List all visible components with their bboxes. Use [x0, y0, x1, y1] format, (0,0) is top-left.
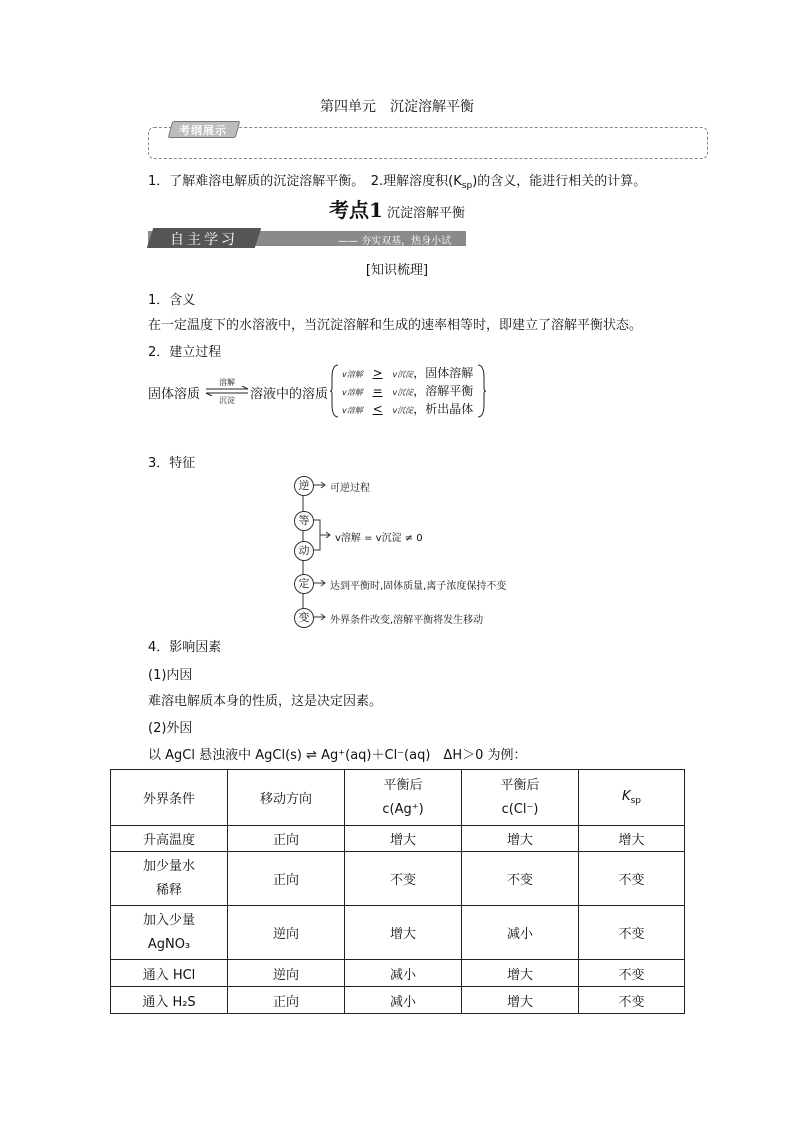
- cell: 升高温度: [111, 826, 228, 852]
- v-precip-3: v沉淀: [392, 406, 414, 415]
- node-deng: 等: [294, 511, 314, 531]
- cell: 增大: [579, 826, 685, 852]
- sec2-left-a: 固体溶质: [148, 387, 201, 402]
- sec2-arrow-bottom: 沉淀: [219, 396, 235, 405]
- th-ksp-sub: sp: [630, 796, 641, 806]
- cell: 减小: [345, 960, 462, 987]
- cell-l2: AgNO₃: [147, 936, 191, 952]
- objectives-text: 1．了解难溶电解质的沉淀溶解平衡。 2.理解溶度积(K: [148, 174, 462, 189]
- cell: 正向: [228, 987, 345, 1014]
- sec2-row3: [342, 400, 473, 417]
- v-precip-2: v沉淀: [392, 388, 414, 397]
- banner-tab: 自主学习: [170, 232, 238, 248]
- cell-l2: 稀释: [155, 882, 182, 898]
- cell-l1: 加入少量: [142, 912, 195, 928]
- th-ksp-k: K: [622, 789, 631, 804]
- rel-3: <: [372, 402, 383, 416]
- sec4-example: 以 AgCl 悬浊液中 AgCl(s) ⇌ Ag⁺(aq)＋Cl⁻(aq) ΔH＞0 为例：: [148, 748, 527, 763]
- cell: 减小: [462, 906, 579, 960]
- cell: 不变: [579, 960, 685, 987]
- cell: [111, 852, 228, 906]
- th-ag: [345, 770, 462, 826]
- banner-subtitle: —— 夯实双基，热身小试: [338, 236, 452, 247]
- th-cl-l1: 平衡后: [500, 777, 540, 793]
- right-brace-icon: [476, 364, 486, 418]
- label-bian: 外界条件改变,溶解平衡将发生移动: [330, 615, 484, 626]
- sec2-arrow-top: 溶解: [219, 378, 235, 387]
- sec4-inner-heading: (1)内因: [148, 668, 193, 683]
- cell: 增大: [462, 826, 579, 852]
- th-cl-l2: c(Cl⁻): [501, 801, 539, 817]
- rel-1: >: [372, 366, 383, 380]
- cell: 通入 H₂S: [111, 987, 228, 1014]
- cell: 减小: [345, 987, 462, 1014]
- cell: 通入 HCl: [111, 960, 228, 987]
- v-dissolve-2: v溶解: [342, 388, 363, 397]
- th-ag-l2: c(Ag⁺): [382, 801, 424, 817]
- sec2-row1: [342, 364, 473, 381]
- table-row: [111, 906, 685, 960]
- cell: 正向: [228, 826, 345, 852]
- knowledge-header: [知识梳理]: [365, 263, 429, 278]
- cell: 不变: [462, 852, 579, 906]
- node-ding: 定: [294, 574, 314, 594]
- sec3-heading: 3．特征: [148, 456, 196, 471]
- th-direction: 移动方向: [228, 770, 345, 826]
- out-1: ，固体溶解: [413, 366, 474, 380]
- th-ksp: [579, 770, 685, 826]
- sec1-body: 在一定温度下的水溶液中，当沉淀溶解和生成的速率相等时，即建立了溶解平衡状态。: [148, 318, 643, 333]
- node-ni: 逆: [294, 476, 314, 496]
- page-title: 第四单元 沉淀溶解平衡: [320, 99, 474, 115]
- objectives-tail: )的含义，能进行相关的计算。: [472, 174, 647, 189]
- cell-l1: 加少量水: [142, 858, 195, 874]
- cell: 增大: [345, 826, 462, 852]
- cell: 逆向: [228, 960, 345, 987]
- kaodian-label: 考点: [328, 198, 369, 222]
- cell: 不变: [579, 852, 685, 906]
- cell: 增大: [462, 987, 579, 1014]
- influence-table: [110, 769, 685, 1014]
- sec4-outer-heading: (2)外因: [148, 721, 193, 736]
- table-row: [111, 960, 685, 987]
- cell: 不变: [345, 852, 462, 906]
- table-header-row: [111, 770, 685, 826]
- cell: 逆向: [228, 906, 345, 960]
- sec4-inner-body: 难溶电解质本身的性质，这是决定因素。: [148, 694, 383, 709]
- cell: 不变: [579, 987, 685, 1014]
- label-ding: 达到平衡时,固体质量,离子浓度保持不变: [330, 581, 507, 592]
- th-cl: [462, 770, 579, 826]
- sec4-heading: 4．影响因素: [148, 640, 222, 655]
- table-row: [111, 826, 685, 852]
- node-bian: 变: [294, 608, 314, 628]
- th-ag-l1: 平衡后: [383, 777, 423, 793]
- v-dissolve-3: v溶解: [342, 406, 363, 415]
- out-3: ，析出晶体: [413, 402, 474, 416]
- label-eq: v溶解 = v沉淀 ≠ 0: [335, 533, 423, 544]
- left-brace-icon: [330, 364, 340, 418]
- label-ni: 可逆过程: [330, 483, 370, 494]
- th-condition: 外界条件: [111, 770, 228, 826]
- feature-diagram: [280, 470, 540, 630]
- table-row: [111, 852, 685, 906]
- sec1-heading: 1．含义: [148, 293, 196, 308]
- exam-tag: 考纲展示: [179, 124, 227, 137]
- cell: 不变: [579, 906, 685, 960]
- cell: 增大: [345, 906, 462, 960]
- kaodian-heading: [0, 194, 794, 223]
- cell: [111, 906, 228, 960]
- v-precip-1: v沉淀: [392, 370, 414, 379]
- objectives: [148, 170, 646, 191]
- rel-2: =: [372, 384, 383, 398]
- node-dong: 动: [294, 541, 314, 561]
- kaodian-title: 沉淀溶解平衡: [387, 206, 466, 221]
- sec2-row2: [342, 382, 473, 399]
- objectives-sub: sp: [461, 181, 473, 191]
- sec2-left-b: 溶液中的溶质: [250, 387, 329, 402]
- v-dissolve-1: v溶解: [342, 370, 363, 379]
- cell: 增大: [462, 960, 579, 987]
- sec2-heading: 2．建立过程: [148, 345, 222, 360]
- out-2: ，溶解平衡: [413, 384, 474, 398]
- table-row: [111, 987, 685, 1014]
- kaodian-number: 1: [368, 198, 383, 222]
- cell: 正向: [228, 852, 345, 906]
